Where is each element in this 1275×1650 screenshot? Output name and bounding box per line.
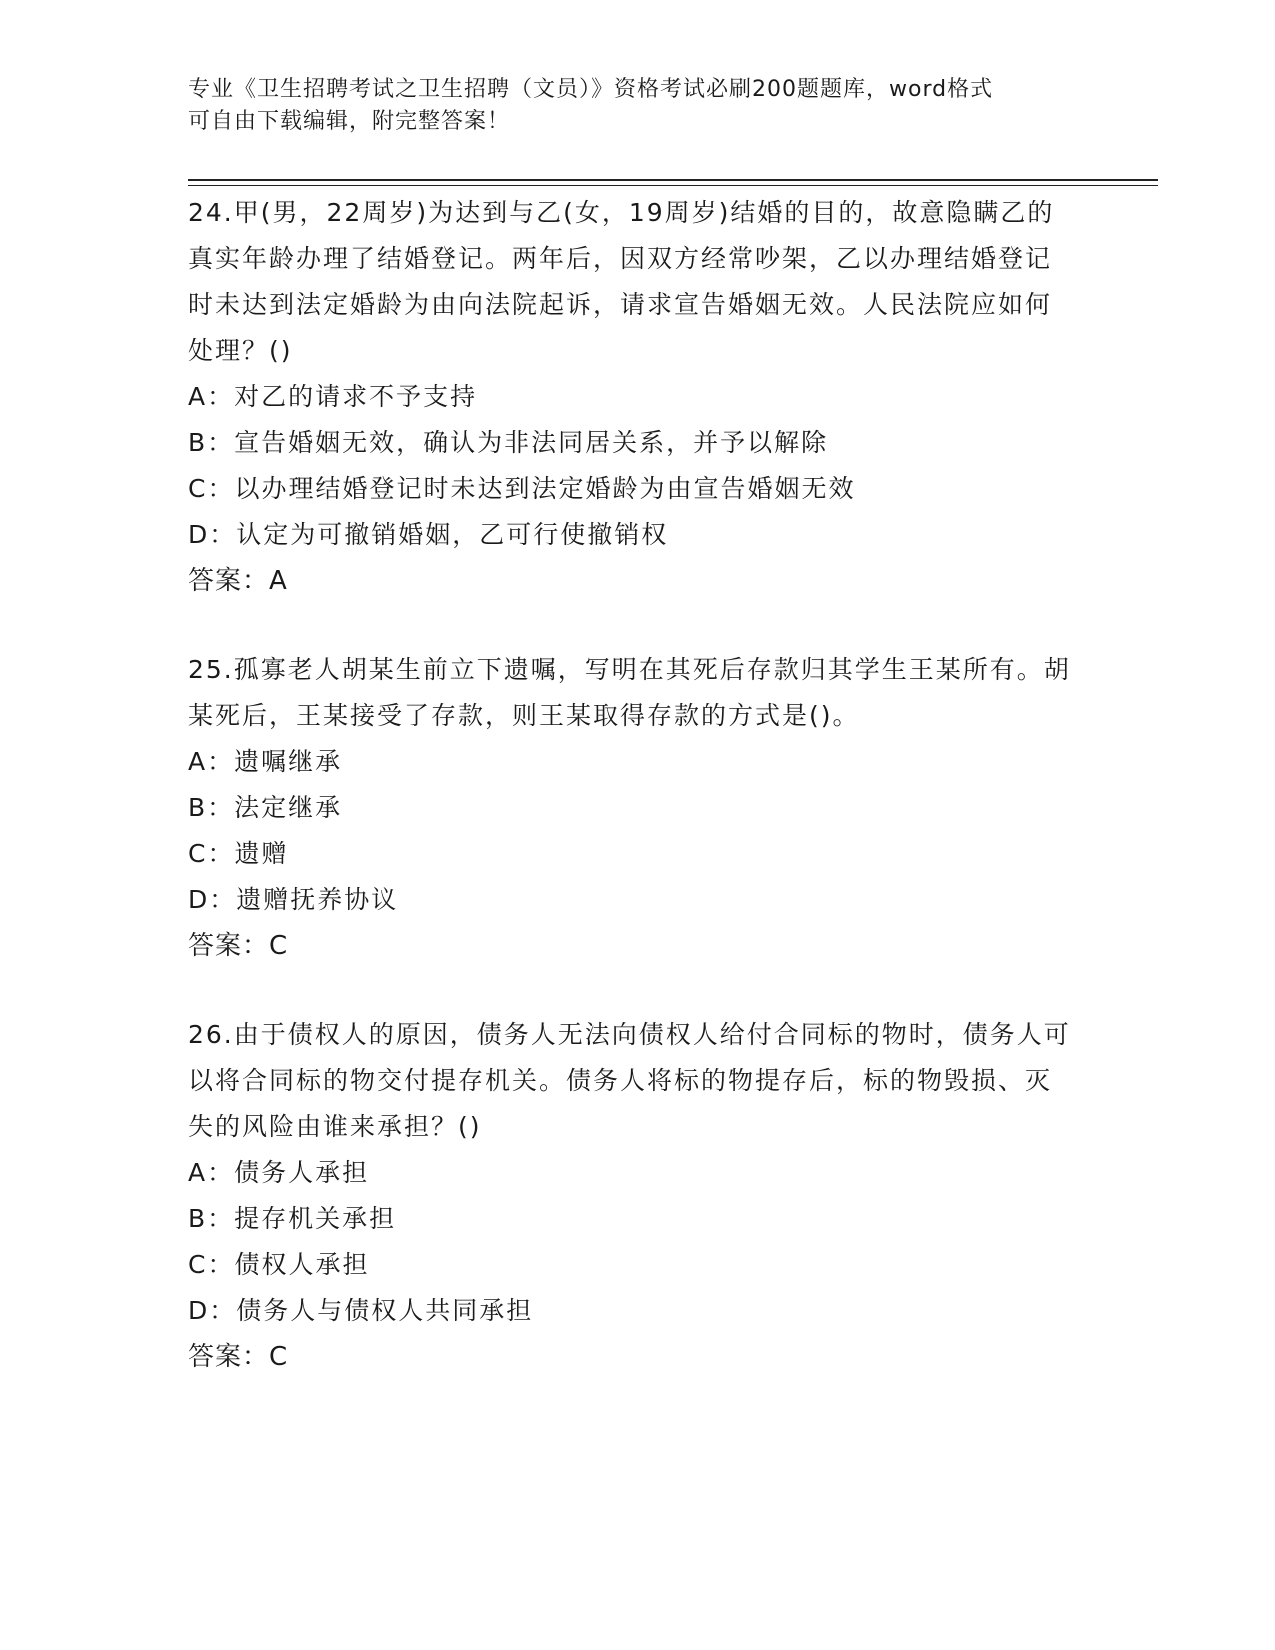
option-c: C：以办理结婚登记时未达到法定婚龄为由宣告婚姻无效 xyxy=(188,474,856,503)
document-header xyxy=(188,74,1068,138)
option-a: A：遗嘱继承 xyxy=(188,747,343,776)
answer: 答案：C xyxy=(188,1342,289,1372)
header-line-2: 可自由下载编辑，附完整答案！ xyxy=(188,109,511,134)
question-26 xyxy=(188,1012,1078,1380)
option-a: A：对乙的请求不予支持 xyxy=(188,382,478,411)
header-line-1: 专业《卫生招聘考试之卫生招聘（文员）》资格考试必刷200题题库，word格式 xyxy=(188,77,994,102)
option-b: B：宣告婚姻无效，确认为非法同居关系，并予以解除 xyxy=(188,428,829,457)
option-c: C：债权人承担 xyxy=(188,1250,370,1279)
option-d: D：债务人与债权人共同承担 xyxy=(188,1296,534,1325)
option-a: A：债务人承担 xyxy=(188,1158,370,1187)
question-24 xyxy=(188,190,1078,604)
option-d: D：遗赠抚养协议 xyxy=(188,885,399,914)
option-c: C：遗赠 xyxy=(188,839,289,868)
header-divider-thick xyxy=(188,179,1158,181)
option-d: D：认定为可撤销婚姻，乙可行使撤销权 xyxy=(188,520,669,549)
answer: 答案：A xyxy=(188,566,288,596)
question-stem: 24.甲(男，22周岁)为达到与乙(女，19周岁)结婚的目的，故意隐瞒乙的真实年龄办理了结婚登记。两年后，因双方经常吵架，乙以办理结婚登记时未达到法定婚龄为由向法院起诉，请求宣告婚姻无效。人民法院应如何处理？() xyxy=(188,198,1055,365)
question-stem: 25.孤寡老人胡某生前立下遗嘱，写明在其死后存款归其学生王某所有。胡某死后，王某接受了存款，则王某取得存款的方式是()。 xyxy=(188,655,1071,730)
answer: 答案：C xyxy=(188,931,289,961)
question-25 xyxy=(188,647,1078,969)
question-stem: 26.由于债权人的原因，债务人无法向债权人给付合同标的物时，债务人可以将合同标的物交付提存机关。债务人将标的物提存后，标的物毁损、灭失的风险由谁来承担？() xyxy=(188,1020,1071,1141)
option-b: B：提存机关承担 xyxy=(188,1204,397,1233)
option-b: B：法定继承 xyxy=(188,793,343,822)
header-divider-thin xyxy=(188,185,1158,186)
